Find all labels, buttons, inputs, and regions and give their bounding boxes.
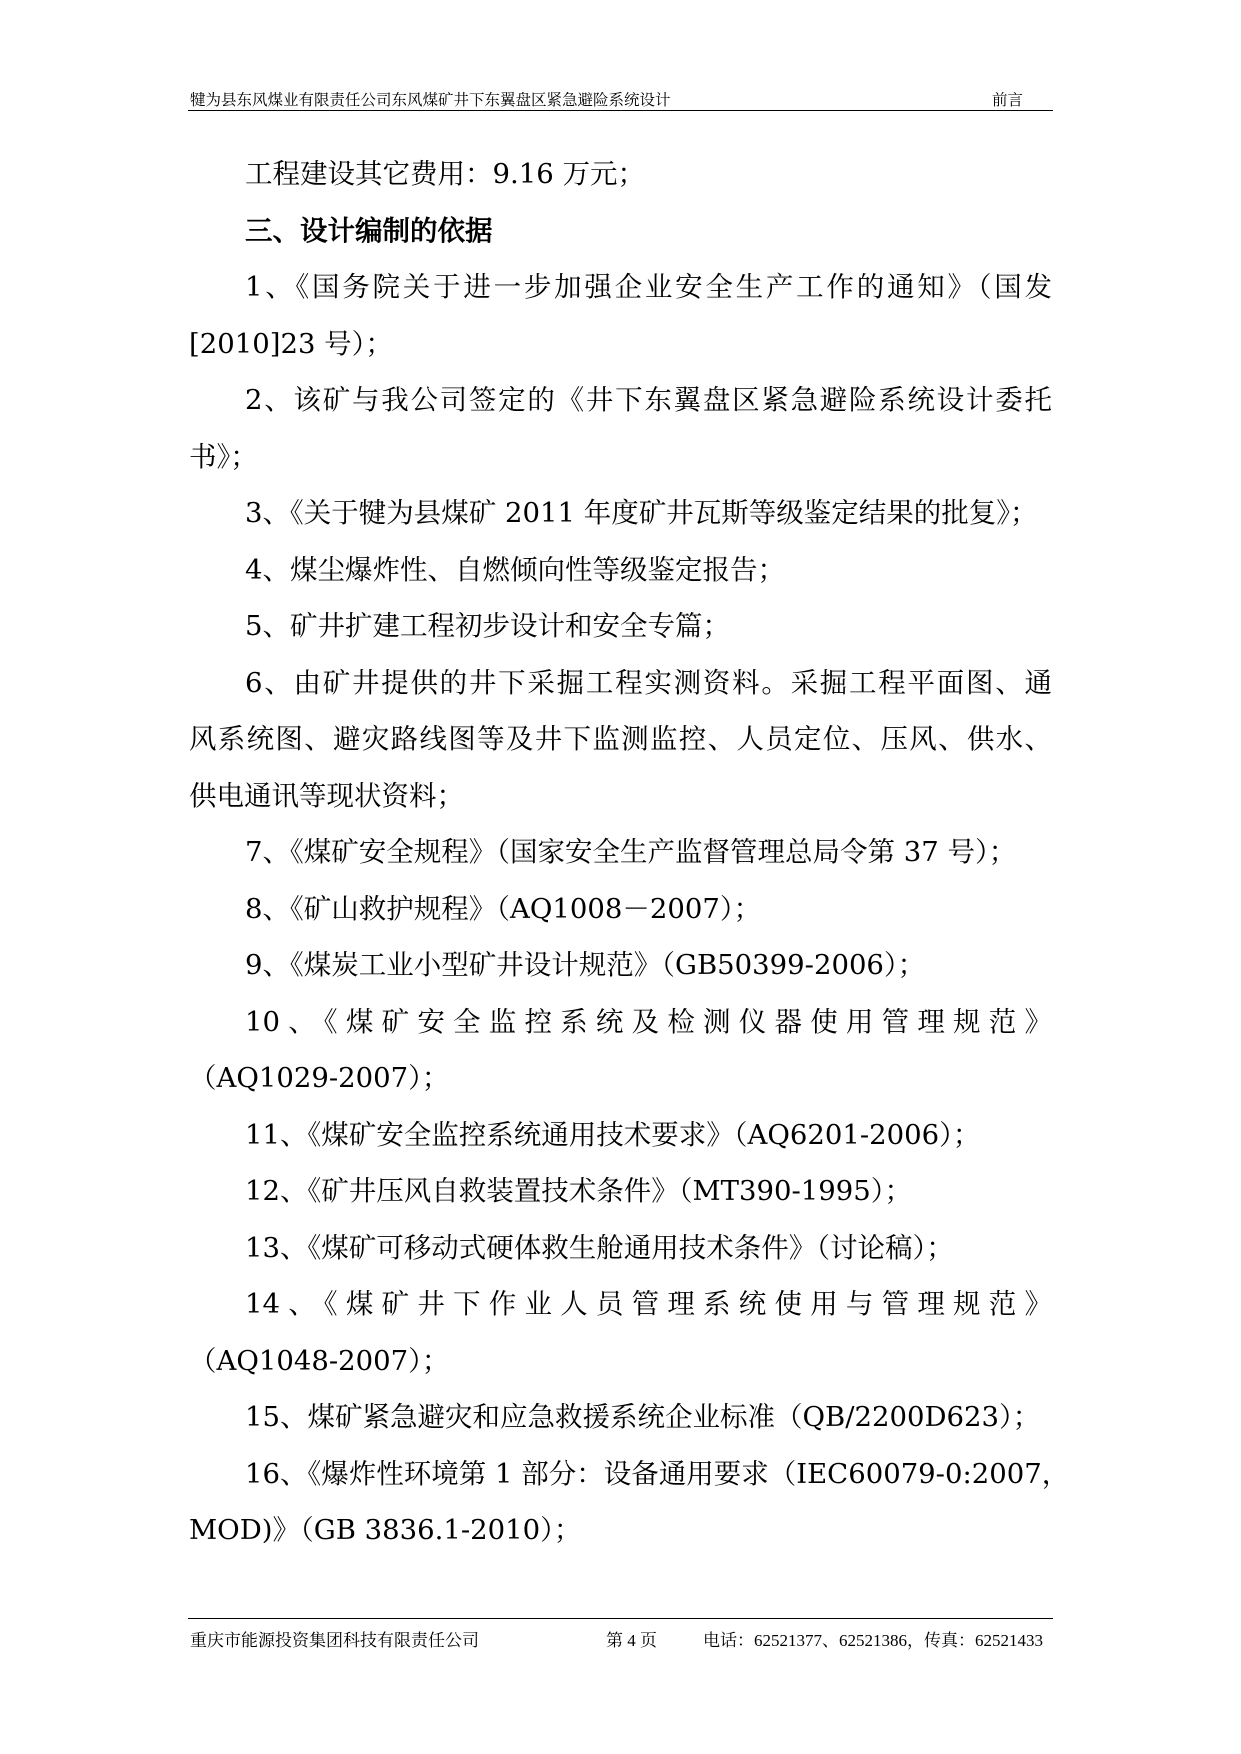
basis-item-4: 4、煤尘爆炸性、自燃倾向性等级鉴定报告； — [245, 553, 785, 586]
basis-item-11: 11、《煤矿安全监控系统通用技术要求》（AQ6201-2006）； — [245, 1118, 981, 1151]
header-section: 前言 — [991, 92, 1023, 109]
basis-item-9: 9、《煤炭工业小型矿井设计规范》（GB50399-2006）； — [245, 949, 926, 981]
basis-item-10: 10、《煤矿安全监控系统及检测仪器使用管理规范》 — [245, 1005, 1052, 1038]
footer-company: 重庆市能源投资集团科技有限责任公司 — [190, 1631, 479, 1650]
page-number: 第 4 页 — [606, 1631, 657, 1650]
header-title: 犍为县东风煤业有限责任公司东风煤矿井下东翼盘区紧急避险系统设计 — [190, 92, 671, 109]
basis-item-8: 8、《矿山救护规程》（AQ1008－2007）； — [245, 892, 762, 925]
cost-line: 工程建设其它费用：9.16 万元； — [245, 158, 645, 190]
basis-item-2-cont: 书》； — [189, 440, 258, 473]
section-heading: 三、设计编制的依据 — [245, 214, 493, 247]
basis-item-6: 6、由矿井提供的井下采掘工程实测资料。采掘工程平面图、通 — [245, 666, 1052, 699]
document-body — [189, 146, 1070, 1559]
footer-contact: 电话：62521377、62521386，传真：62521433 — [703, 1631, 1043, 1650]
basis-item-3: 3、《关于犍为县煤矿 2011 年度矿井瓦斯等级鉴定结果的批复》； — [245, 497, 1038, 529]
basis-item-16: 16、《爆炸性环境第 1 部分：设备通用要求（IEC60079-0:2007， — [245, 1457, 1070, 1490]
basis-item-2: 2、该矿与我公司签定的《井下东翼盘区紧急避险系统设计委托 — [245, 384, 1052, 416]
basis-item-1: 1、《国务院关于进一步加强企业安全生产工作的通知》（国发 — [245, 271, 1052, 303]
basis-item-5: 5、矿井扩建工程初步设计和安全专篇； — [245, 610, 730, 642]
footer-divider — [188, 1618, 1053, 1619]
basis-item-14-cont: （AQ1048-2007）； — [189, 1344, 450, 1377]
basis-item-14: 14、《煤矿井下作业人员管理系统使用与管理规范》 — [245, 1288, 1052, 1320]
basis-item-12: 12、《矿井压风自救装置技术条件》（MT390-1995）； — [245, 1175, 913, 1207]
basis-item-6-cont-2: 供电通讯等现状资料； — [189, 779, 464, 812]
page-footer — [188, 1626, 1081, 1652]
basis-item-6-cont: 风系统图、避灾路线图等及井下监测监控、人员定位、压风、供水、 — [189, 723, 1052, 755]
basis-item-10-cont: （AQ1029-2007）； — [189, 1062, 450, 1094]
basis-item-7: 7、《煤矿安全规程》（国家安全生产监督管理总局令第 37 号）； — [245, 836, 1017, 868]
basis-item-16-cont: MOD)》（GB 3836.1-2010）； — [189, 1514, 582, 1546]
basis-item-1-cont: [2010]23 号）； — [189, 327, 393, 360]
basis-item-13: 13、《煤矿可移动式硬体救生舱通用技术条件》（讨论稿）； — [245, 1231, 954, 1264]
basis-item-15: 15、煤矿紧急避灾和应急救援系统企业标准（QB/2200D623）； — [245, 1401, 1041, 1433]
header-divider — [188, 110, 1053, 111]
